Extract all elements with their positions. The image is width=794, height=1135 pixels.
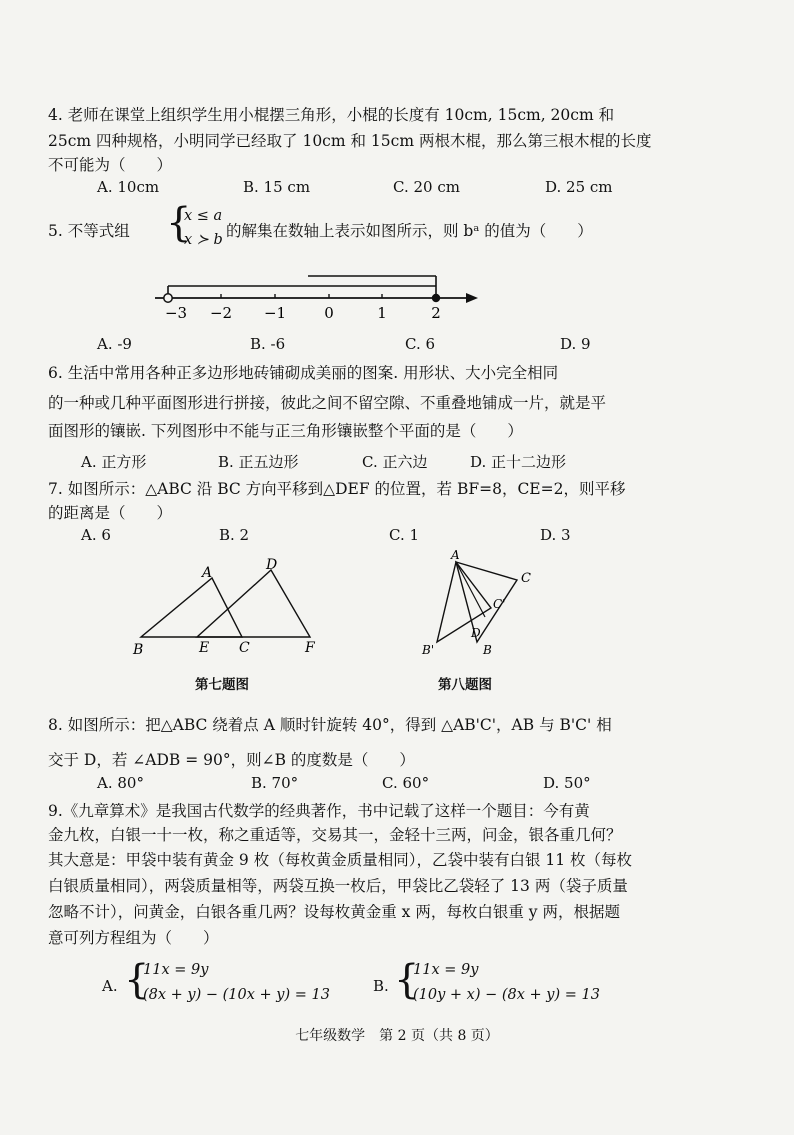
q5-option-c: C. 6 <box>405 335 436 353</box>
label-2: 2 <box>431 304 441 322</box>
q4-text-line2: 25cm 四种规格，小明同学已经取了 10cm 和 15cm 两根木棍，那么第三根木棍的长度 <box>48 132 652 150</box>
label-c: C <box>521 571 531 586</box>
label-e: E <box>199 640 210 656</box>
label-d: D <box>471 626 481 640</box>
q7-option-c: C. 1 <box>389 526 420 544</box>
q9-text-line1: 9.《九章算术》是我国古代数学的经典著作，书中记载了这样一个题目：今有黄 <box>48 802 590 820</box>
q9-text-line4: 白银质量相同），两袋质量相等，两袋互换一枚后，甲袋比乙袋轻了 13 两（袋子质量 <box>48 877 628 895</box>
q5-suffix: 的解集在数轴上表示如图所示，则 bᵃ 的值为（ ） <box>226 222 593 240</box>
q6-option-a: A. 正方形 <box>81 453 147 471</box>
q8-option-d: D. 50° <box>543 774 591 792</box>
q5-option-a: A. -9 <box>97 335 132 353</box>
q5-option-d: D. 9 <box>560 335 591 353</box>
q9-text-line2: 金九枚，白银一十一枚，称之重适等，交易其一，金轻十三两，问金，银各重几何？ <box>48 826 622 844</box>
q4-text-line1: 4. 老师在课堂上组织学生用小棍摆三角形，小棍的长度有 10cm, 15cm, 20cm 和 <box>48 106 615 124</box>
label-d: D <box>266 557 278 573</box>
q6-text-line1: 6. 生活中常用各种正多边形地砖铺砌成美丽的图案. 用形状、大小完全相同 <box>48 364 559 382</box>
q9-option-b-brace: { <box>394 957 420 1003</box>
label-a: A <box>202 565 213 581</box>
q4-option-b: B. 15 cm <box>243 178 311 196</box>
q9-option-b-eq1: 11x = 9y <box>413 962 479 978</box>
q8-text-line1: 8. 如图所示：把△ABC 绕着点 A 顺时针旋转 40°，得到 △AB'C'，AB 与 B'C' 相 <box>48 716 612 734</box>
q9-text-line3: 其大意是：甲袋中装有黄金 9 枚（每枚黄金质量相同），乙袋中装有白银 11 枚（每枚 <box>48 851 633 869</box>
q9-option-a-brace: { <box>124 957 150 1003</box>
q9-text-line5: 忽略不计），问黄金，白银各重几两？设每枚黄金重 x 两，每枚白银重 y 两，根据题 <box>48 903 620 921</box>
label-neg1: −1 <box>263 304 287 322</box>
q9-option-a-eq2: (8x + y) − (10x + y) = 13 <box>143 987 330 1003</box>
q5-system-line1: x ≤ a <box>184 208 223 224</box>
q4-option-a: A. 10cm <box>97 178 160 196</box>
q7-option-a: A. 6 <box>81 526 111 544</box>
triangle-ab1c1 <box>437 562 491 642</box>
q9-option-a-eq1: 11x = 9y <box>143 962 209 978</box>
label-c-prime: C' <box>493 597 506 611</box>
label-b: B <box>483 643 492 657</box>
label-b: B <box>133 642 144 658</box>
q6-option-d: D. 正十二边形 <box>470 453 567 471</box>
figure-8-caption: 第八题图 <box>438 677 492 693</box>
label-b-prime: B' <box>422 643 435 657</box>
q7-option-d: D. 3 <box>540 526 571 544</box>
q6-text-line2: 的一种或几种平面图形进行拼接，彼此之间不留空隙、不重叠地铺成一片，就是平 <box>48 394 607 412</box>
closed-point-icon <box>432 294 440 302</box>
label-neg3: −3 <box>164 304 188 322</box>
q4-text-line3: 不可能为（ ） <box>48 156 173 174</box>
open-point-icon <box>164 294 172 302</box>
q8-option-b: B. 70° <box>251 774 299 792</box>
q5-system-brace: { <box>166 200 192 246</box>
page-footer: 七年级数学 第 2 页（共 8 页） <box>295 1028 499 1044</box>
label-1: 1 <box>377 304 387 322</box>
q4-option-c: C. 20 cm <box>393 178 460 196</box>
label-c: C <box>239 640 250 656</box>
label-neg2: −2 <box>209 304 233 322</box>
q9-option-b-eq2: (10y + x) − (8x + y) = 13 <box>413 987 600 1003</box>
q9-option-b-label: B. <box>373 977 389 995</box>
q6-option-c: C. 正六边 <box>362 453 428 471</box>
segment-ad <box>456 562 485 617</box>
q5-option-b: B. -6 <box>250 335 286 353</box>
q7-text-line2: 的距离是（ ） <box>48 504 173 522</box>
q9-text-line6: 意可列方程组为（ ） <box>48 929 219 947</box>
q7-text-line1: 7. 如图所示：△ABC 沿 BC 方向平移到△DEF 的位置，若 BF=8，CE=2，则平移 <box>48 480 626 498</box>
q8-option-c: C. 60° <box>382 774 430 792</box>
q8-text-line2: 交于 D，若 ∠ADB = 90°，则∠B 的度数是（ ） <box>48 751 415 769</box>
q8-option-a: A. 80° <box>97 774 144 792</box>
axis-arrow-icon <box>466 293 478 303</box>
figure-8 <box>420 546 540 658</box>
q5-system-line2: x ≻ b <box>184 232 223 248</box>
label-a: A <box>451 548 460 562</box>
triangle-abc <box>141 578 242 637</box>
label-f: F <box>305 640 315 656</box>
q7-option-b: B. 2 <box>219 526 250 544</box>
figure-7-caption: 第七题图 <box>195 677 249 693</box>
triangle-def <box>197 570 310 637</box>
q5-prefix: 5. 不等式组 <box>48 222 130 240</box>
label-0: 0 <box>324 304 334 322</box>
figure-7 <box>125 552 335 660</box>
q6-text-line3: 面图形的镶嵌. 下列图形中不能与正三角形镶嵌整个平面的是（ ） <box>48 422 523 440</box>
q4-option-d: D. 25 cm <box>545 178 613 196</box>
q9-option-a-label: A. <box>102 977 118 995</box>
q6-option-b: B. 正五边形 <box>218 453 299 471</box>
q5-number-line <box>140 268 490 324</box>
